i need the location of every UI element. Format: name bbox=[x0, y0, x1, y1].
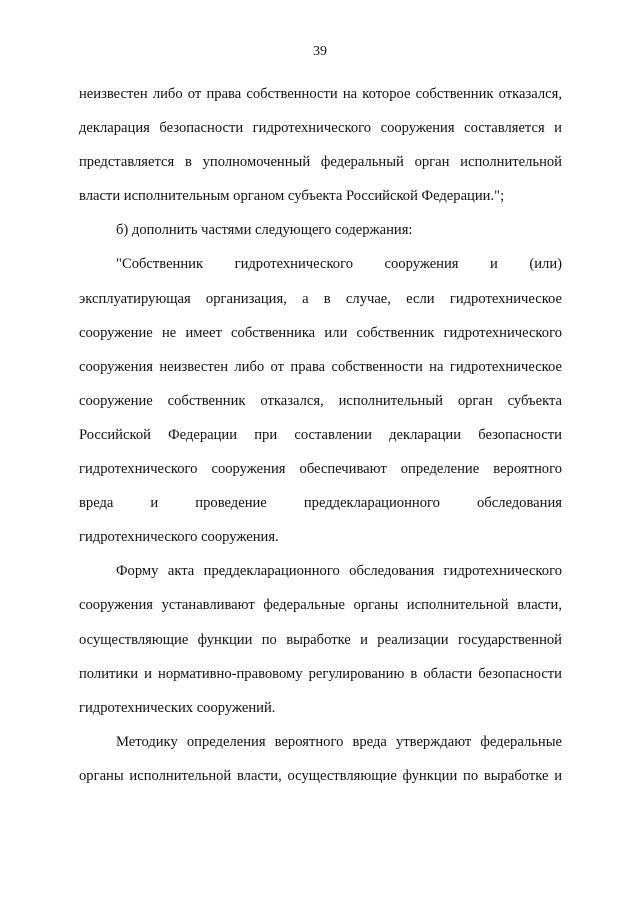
text-line: Форму акта преддекларационного обследования гидротехнического bbox=[116, 563, 562, 580]
text-line: неизвестен либо от права собственности на которое собственник отказался, bbox=[79, 86, 562, 102]
text-line: Российской Федерации при составлении декларации безопасности bbox=[79, 426, 562, 443]
text-line: вреда и проведение преддекларационного обследования bbox=[79, 495, 562, 512]
text-line: сооружение не имеет собственника или собственник гидротехнического bbox=[79, 324, 562, 341]
page-number: 39 bbox=[313, 44, 327, 59]
text-line: сооружения устанавливают федеральные органы исполнительной власти, bbox=[79, 597, 562, 614]
text-line: Методику определения вероятного вреда утверждают федеральные bbox=[116, 733, 562, 750]
text-line: представляется в уполномоченный федеральный орган исполнительной bbox=[79, 154, 562, 171]
body-text bbox=[79, 77, 562, 793]
text-line: эксплуатирующая организация, а в случае, если гидротехническое bbox=[79, 290, 562, 307]
text-line: гидротехнического сооружения обеспечивают определение вероятного bbox=[79, 461, 562, 478]
text-line: сооружения неизвестен либо от права собственности на гидротехническое bbox=[79, 358, 562, 375]
text-line: политики и нормативно-правовому регулированию в области безопасности bbox=[79, 665, 562, 682]
text-line: б) дополнить частями следующего содержания: bbox=[116, 222, 413, 239]
text-line: "Собственник гидротехнического сооружения и (или) bbox=[116, 256, 562, 273]
text-line: гидротехнического сооружения. bbox=[79, 529, 279, 546]
text-line: сооружение собственник отказался, исполнительный орган субъекта bbox=[79, 392, 562, 409]
text-line: органы исполнительной власти, осуществляющие функции по выработке и bbox=[79, 767, 562, 784]
text-line: осуществляющие функции по выработке и реализации государственной bbox=[79, 631, 562, 648]
text-line: декларация безопасности гидротехнического сооружения составляется и bbox=[79, 120, 562, 137]
text-line: власти исполнительным органом субъекта Российской Федерации."; bbox=[79, 188, 505, 205]
text-line: гидротехнических сооружений. bbox=[79, 699, 276, 716]
